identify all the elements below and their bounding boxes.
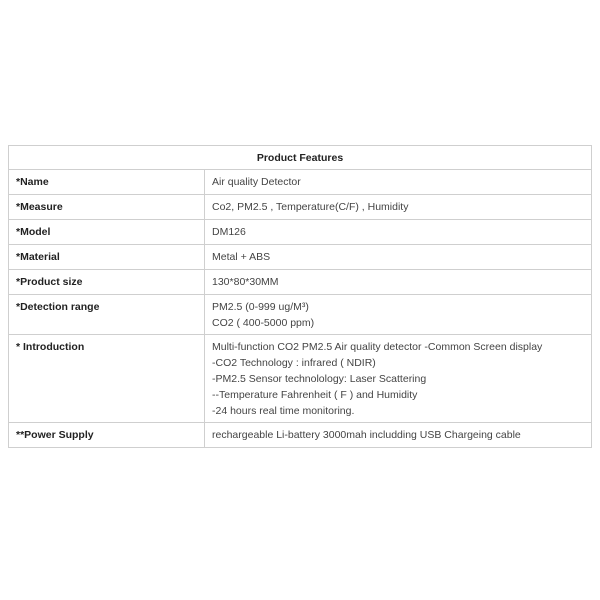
- table-row: [9, 195, 592, 220]
- value-line: PM2.5 (0-999 ug/M³): [212, 301, 309, 313]
- table-row: [9, 335, 592, 423]
- row-value-name: [205, 170, 592, 195]
- row-value-model: [205, 220, 592, 245]
- value-line: DM126: [212, 226, 246, 238]
- table-title: Product Features: [9, 146, 592, 170]
- product-features-table: [8, 145, 592, 448]
- row-value-detection-range: [205, 295, 592, 335]
- row-value-power-supply: [205, 423, 592, 448]
- row-value-introduction: [205, 335, 592, 423]
- row-label-model: *Model: [9, 220, 205, 245]
- value-line: Metal + ABS: [212, 251, 271, 263]
- row-value-measure: [205, 195, 592, 220]
- row-label-name: *Name: [9, 170, 205, 195]
- row-value-product-size: [205, 270, 592, 295]
- row-label-power-supply: **Power Supply: [9, 423, 205, 448]
- table-row: [9, 270, 592, 295]
- row-label-product-size: *Product size: [9, 270, 205, 295]
- value-line: --Temperature Fahrenheit ( F ) and Humidity: [212, 389, 418, 401]
- value-line: CO2 ( 400-5000 ppm): [212, 317, 315, 329]
- table-row: [9, 170, 592, 195]
- value-line: Air quality Detector: [212, 176, 301, 188]
- value-line: Co2, PM2.5 , Temperature(C/F) , Humidity: [212, 201, 409, 213]
- row-label-introduction: * Introduction: [9, 335, 205, 423]
- value-line: 130*80*30MM: [212, 276, 279, 288]
- row-label-measure: *Measure: [9, 195, 205, 220]
- table-row: [9, 245, 592, 270]
- value-line: rechargeable Li-battery 3000mah includding USB Chargeing cable: [212, 429, 521, 441]
- table-header-row: [9, 146, 592, 170]
- table-row: [9, 220, 592, 245]
- table-row: [9, 423, 592, 448]
- value-line: -24 hours real time monitoring.: [212, 405, 355, 417]
- row-value-material: [205, 245, 592, 270]
- row-label-detection-range: *Detection range: [9, 295, 205, 335]
- value-line: -PM2.5 Sensor technolology: Laser Scattering: [212, 373, 427, 385]
- row-label-material: *Material: [9, 245, 205, 270]
- table-row: [9, 295, 592, 335]
- value-line: Multi-function CO2 PM2.5 Air quality detector -Common Screen display: [212, 341, 543, 353]
- value-line: -CO2 Technology : infrared ( NDIR): [212, 357, 376, 369]
